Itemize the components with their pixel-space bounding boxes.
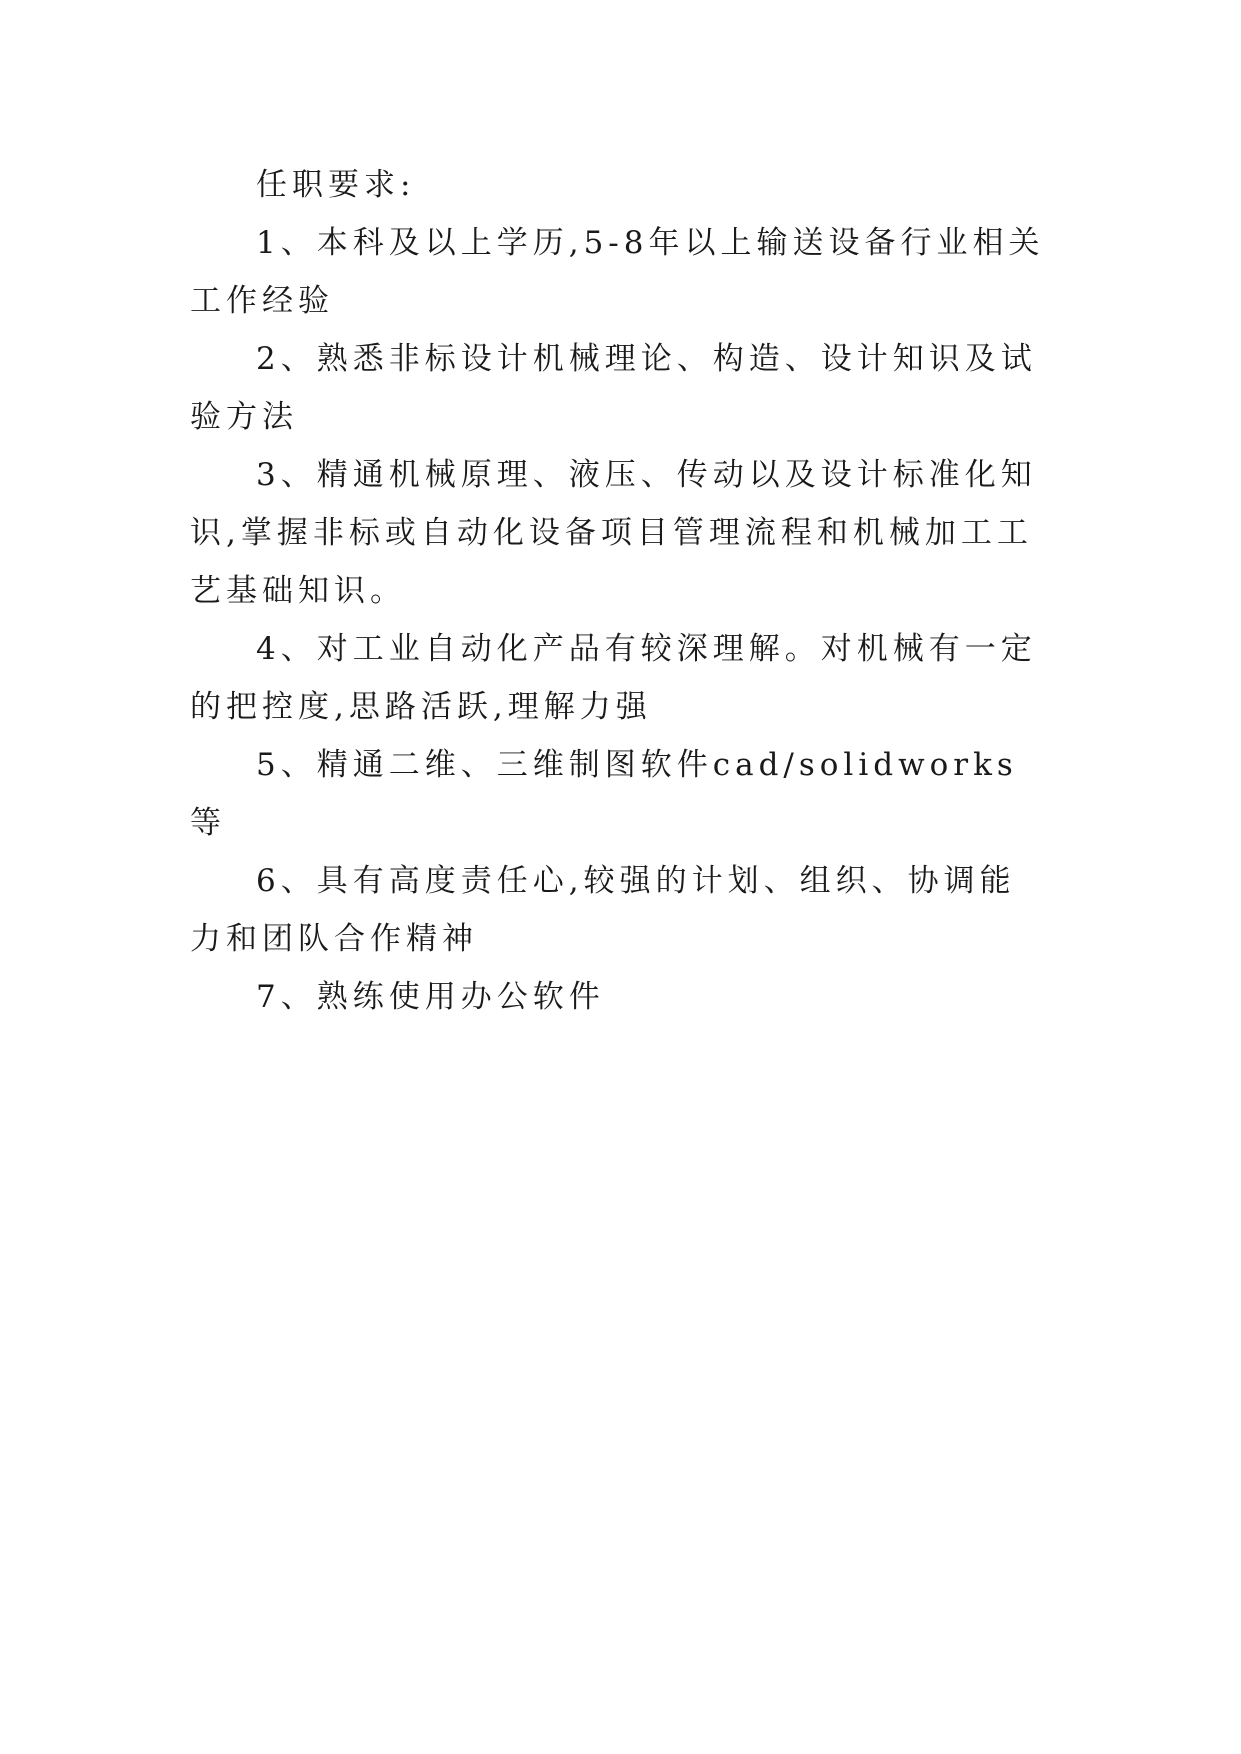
requirement-item-4: 4、对工业自动化产品有较深理解。对机械有一定的把控度,思路活跃,理解力强 [190,631,1037,725]
requirement-item-7: 7、熟练使用办公软件 [256,979,605,1015]
requirement-item-3: 3、精通机械原理、液压、传动以及设计标准化知识,掌握非标或自动化设备项目管理流程和机械加工工艺基础知识。 [190,457,1037,609]
requirement-item-2: 2、熟悉非标设计机械理论、构造、设计知识及试验方法 [190,341,1037,435]
requirement-item-1: 1、本科及以上学历,5-8年以上输送设备行业相关工作经验 [190,225,1045,319]
requirement-item-5: 5、精通二维、三维制图软件cad/solidworks等 [190,747,1018,841]
requirement-item-6: 6、具有高度责任心,较强的计划、组织、协调能力和团队合作精神 [190,863,1016,957]
document-body [190,156,1050,1026]
section-heading: 任职要求: [256,167,416,203]
